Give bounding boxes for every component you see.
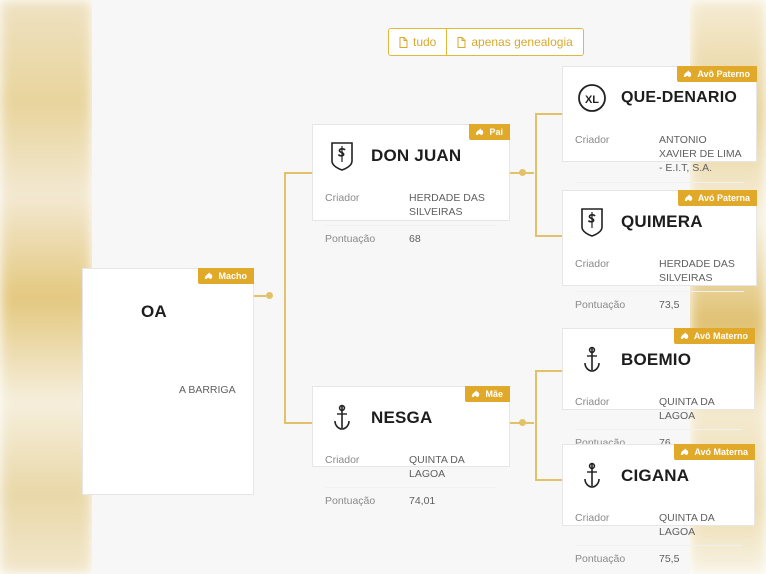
status-badge-avo-materna-label: Avó Materna — [694, 447, 748, 457]
filter-button-apenas-genealogia[interactable] — [446, 29, 582, 55]
row-value: QUINTA DA LAGOA — [659, 396, 715, 423]
row-label: Pontuação — [325, 233, 376, 246]
row-value: HERDADE DAS SILVEIRAS — [659, 258, 735, 285]
view-filter-toolbar — [388, 28, 584, 56]
status-badge-avo-paterno — [677, 66, 757, 82]
row-value: HERDADE DAS SILVEIRAS — [409, 192, 485, 219]
filter-button-apenas-genealogia-label: apenas genealogia — [471, 35, 573, 49]
horse-icon — [475, 128, 485, 136]
row-value: QUINTA DA LAGOA — [409, 454, 465, 481]
table-row — [95, 377, 241, 403]
horse-icon — [683, 70, 693, 78]
horse-icon — [680, 332, 690, 340]
row-label: Pontuação — [325, 495, 376, 508]
table-row — [575, 505, 742, 545]
card-quimera-title: QUIMERA — [621, 212, 703, 231]
row-value: 74,01 — [409, 495, 436, 508]
card-quedenario[interactable] — [562, 66, 757, 175]
svg-text:XL: XL — [584, 94, 600, 106]
status-badge-pai — [469, 124, 510, 140]
horse-icon — [684, 194, 694, 202]
card-nesga[interactable] — [312, 386, 510, 508]
anchor-crest-icon — [575, 459, 609, 493]
status-badge-macho — [198, 268, 254, 284]
status-badge-mae-label: Mãe — [485, 389, 503, 399]
horse-icon — [204, 272, 214, 280]
document-icon — [457, 37, 466, 48]
row-label: Criador — [575, 258, 610, 270]
connector-node-subject — [266, 292, 273, 299]
connector-paternal-vertical — [535, 113, 537, 237]
horse-icon — [471, 390, 481, 398]
row-label: Criador — [575, 512, 610, 524]
table-row — [325, 447, 497, 487]
shield-s-icon — [325, 139, 359, 173]
row-value: ANTONIO XAVIER DE LIMA - E.I.T, S.A. — [659, 134, 742, 175]
table-row — [575, 389, 742, 429]
table-row — [575, 545, 742, 572]
row-label: Criador — [575, 134, 610, 146]
row-label: Criador — [325, 192, 360, 204]
row-value: 73,5 — [659, 299, 680, 312]
card-donjuan-title: DON JUAN — [371, 146, 462, 165]
row-label: Pontuação — [575, 553, 626, 566]
card-subject-title: OA — [141, 302, 167, 321]
row-value: 75,5 — [659, 553, 680, 566]
row-value: QUINTA DA LAGOA — [659, 512, 715, 539]
table-row — [325, 225, 497, 252]
status-badge-macho-label: Macho — [218, 271, 247, 281]
card-boemio[interactable] — [562, 328, 755, 423]
card-cigana-title: CIGANA — [621, 466, 690, 485]
connector-to-donjuan — [284, 172, 314, 174]
shield-s-icon — [575, 205, 609, 239]
status-badge-avo-paterna-label: Avó Paterna — [697, 193, 750, 203]
status-badge-avo-materno — [674, 328, 755, 344]
card-cigana-rows — [563, 505, 754, 574]
connector-to-nesga — [284, 422, 314, 424]
card-nesga-rows — [313, 447, 509, 523]
card-subject-rows — [83, 341, 253, 411]
card-boemio-title: BOEMIO — [621, 350, 692, 369]
connector-to-cigana — [535, 479, 563, 481]
row-label — [95, 383, 179, 397]
status-badge-avo-materno-label: Avô Materno — [693, 331, 748, 341]
table-row — [325, 487, 497, 514]
status-badge-avo-materna — [674, 444, 755, 460]
card-donjuan[interactable] — [312, 124, 510, 246]
connector-node-nesga — [519, 419, 526, 426]
card-cigana[interactable] — [562, 444, 755, 566]
anchor-crest-icon — [325, 401, 359, 435]
card-nesga-title: NESGA — [371, 408, 433, 427]
anchor-crest-icon — [575, 343, 609, 377]
connector-maternal-vertical — [535, 370, 537, 480]
filter-button-tudo[interactable] — [389, 29, 446, 55]
table-row — [575, 291, 744, 318]
card-quedenario-title: QUE-DENARIO — [621, 89, 737, 106]
horse-icon — [680, 448, 690, 456]
card-quimera[interactable] — [562, 190, 757, 312]
status-badge-avo-paterno-label: Avô Paterno — [697, 69, 750, 79]
xl-circle-icon — [575, 81, 609, 115]
row-label: Criador — [325, 454, 360, 466]
table-row — [575, 127, 744, 182]
row-label: Criador — [575, 396, 610, 408]
connector-to-quedenario — [535, 113, 563, 115]
connector-trunk-vertical — [284, 172, 286, 424]
table-row — [325, 185, 497, 225]
row-value: A BARRIGA — [179, 384, 236, 396]
connector-to-quimera — [535, 235, 563, 237]
status-badge-avo-paterna — [678, 190, 757, 206]
status-badge-mae — [465, 386, 510, 402]
connector-trunk-join — [284, 294, 286, 296]
table-row — [575, 251, 744, 291]
card-donjuan-rows — [313, 185, 509, 261]
status-badge-pai-label: Pai — [489, 127, 503, 137]
connector-to-boemio — [535, 370, 563, 372]
document-icon — [399, 37, 408, 48]
row-label: Pontuação — [575, 299, 626, 312]
row-value: 68 — [409, 233, 421, 246]
card-subject-macho[interactable] — [82, 268, 254, 495]
decorative-left-edge — [0, 0, 92, 574]
crest-icon — [95, 295, 129, 329]
pedigree-canvas — [92, 0, 750, 574]
filter-button-tudo-label: tudo — [413, 35, 437, 49]
connector-node-donjuan — [519, 169, 526, 176]
card-quimera-rows — [563, 251, 756, 327]
